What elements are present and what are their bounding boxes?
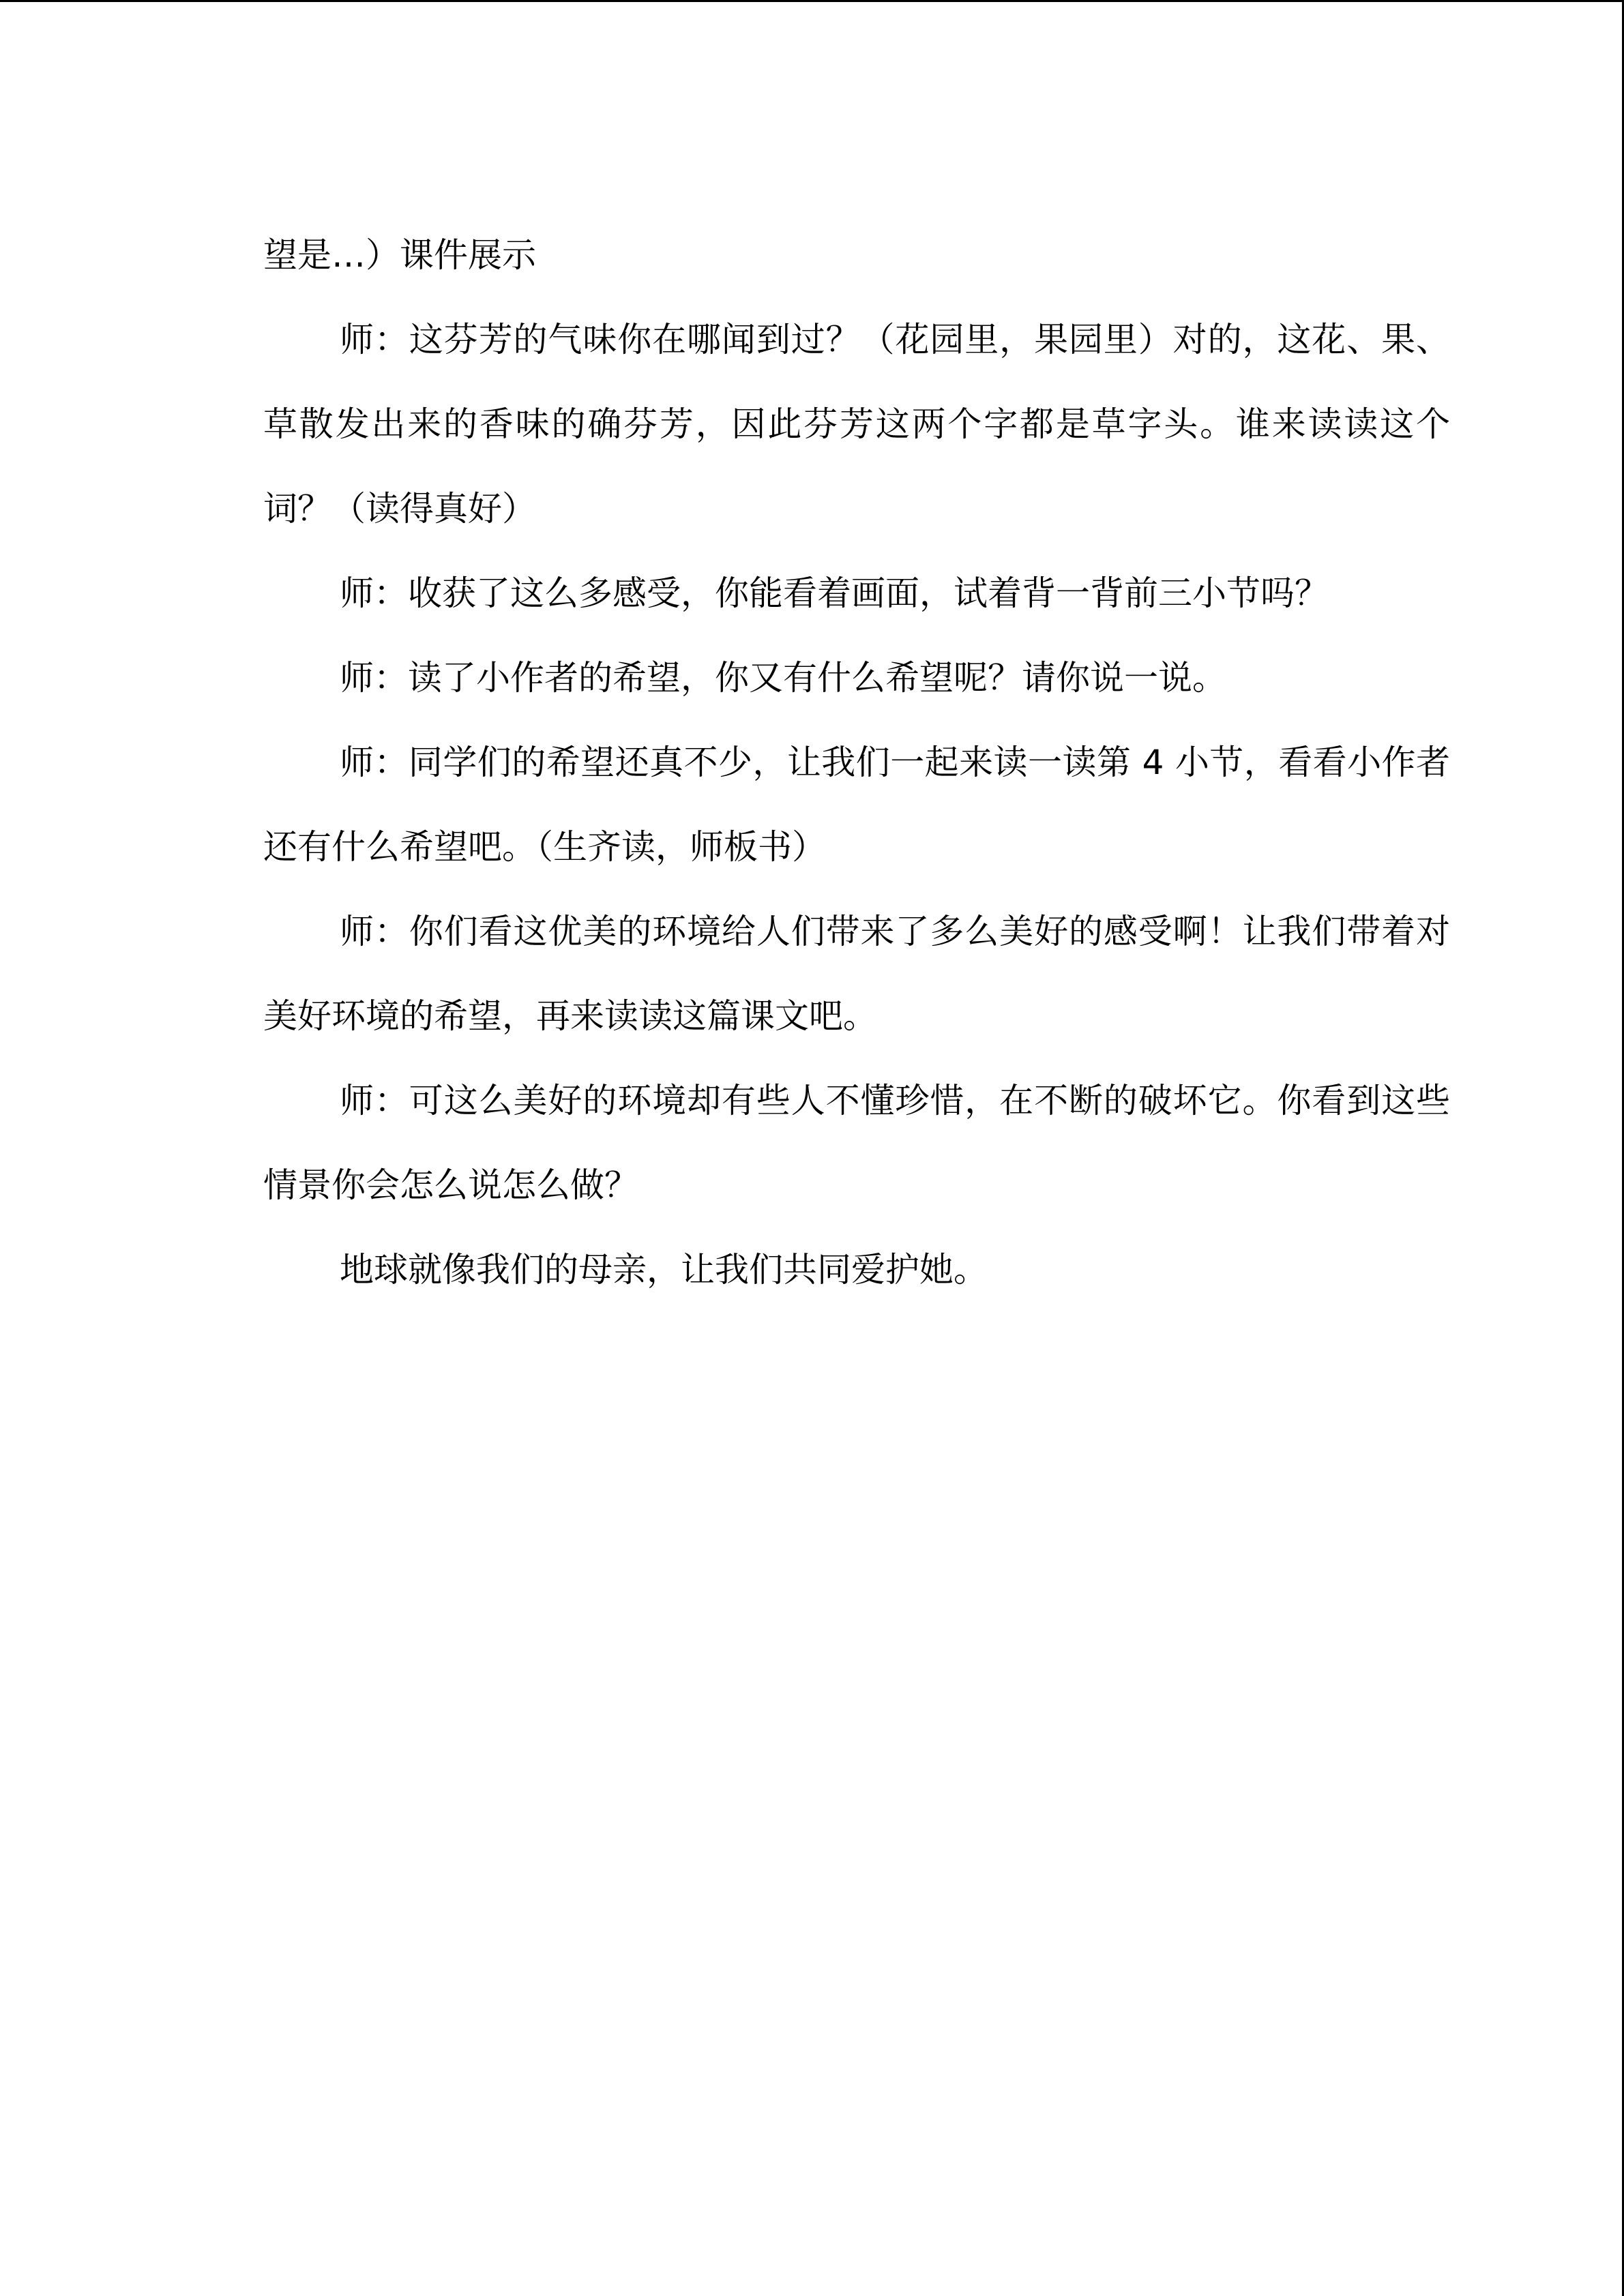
paragraph-7: 师：可这么美好的环境却有些人不懂珍惜，在不断的破坏它。你看到这些情景你会怎么说怎么做？ <box>263 1081 1450 1205</box>
paragraph-2: 师：这芬芳的气味你在哪闻到过？（花园里，果园里）对的，这花、果、草散发出来的香味的确芬芳，因此芬芳这两个字都是草字头。谁来读读这个词？（读得真好） <box>263 320 1450 528</box>
paragraph-5: 师：同学们的希望还真不少，让我们一起来读一读第 4 小节，看看小作者还有什么希望吧。（生齐读，师板书） <box>263 743 1450 867</box>
paragraph-4: 师：读了小作者的希望，你又有什么希望呢？请你说一说。 <box>340 658 1226 698</box>
paragraph-6: 师：你们看这优美的环境给人们带来了多么美好的感受啊！让我们带着对美好环境的希望，再来读读这篇课文吧。 <box>263 912 1450 1036</box>
paragraph-3: 师：收获了这么多感受，你能看着画面，试着背一背前三小节吗？ <box>340 573 1329 613</box>
paragraph-1: 望是…）课件展示 <box>263 235 536 275</box>
document-body <box>263 213 1450 1312</box>
page-top-border <box>0 0 1624 2</box>
paragraph-8: 地球就像我们的母亲，让我们共同爱护她。 <box>340 1250 988 1289</box>
